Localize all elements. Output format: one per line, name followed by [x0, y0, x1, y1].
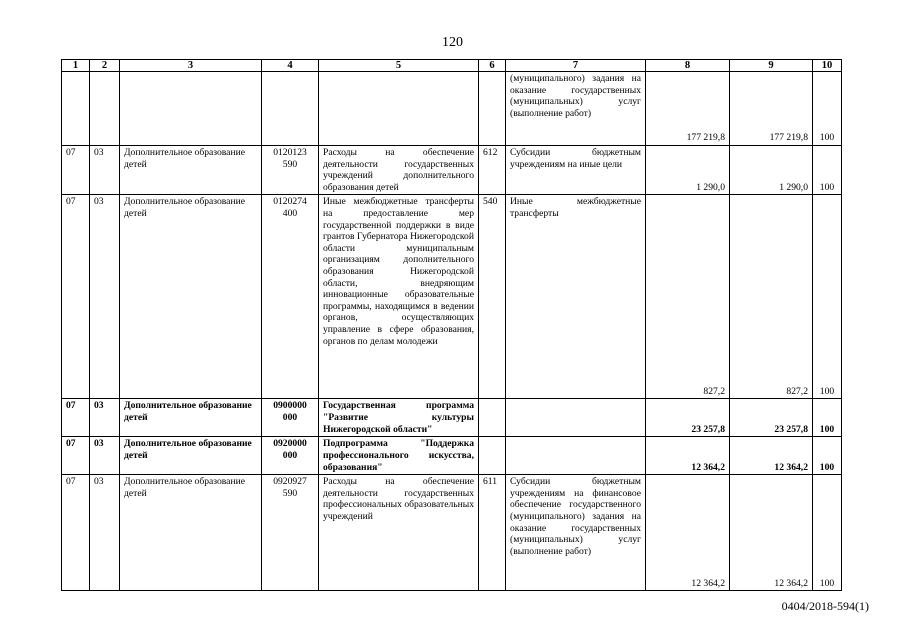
- cell-percent: 100: [813, 146, 842, 195]
- cell-planned: 12 364,2: [646, 437, 730, 475]
- cell-target-name: Подпрограмма "Поддержка профессионального искусства, образования": [319, 437, 479, 475]
- cell-section: 07: [62, 475, 90, 591]
- cell-target-name: Расходы на обеспечение деятельности государственных профессиональных образовательных учреждений: [319, 475, 479, 591]
- header-col-1: 1: [62, 60, 90, 72]
- cell-target-code: 0120274 400: [262, 195, 319, 399]
- cell-percent: 100: [813, 437, 842, 475]
- table-row: [62, 437, 842, 475]
- table-row: [62, 475, 842, 591]
- header-col-6: 6: [479, 60, 506, 72]
- header-col-2: 2: [90, 60, 120, 72]
- cell-percent: 100: [813, 195, 842, 399]
- cell-section: [62, 72, 90, 146]
- header-col-4: 4: [262, 60, 319, 72]
- page-number: 120: [442, 35, 463, 50]
- cell-executed: 23 257,8: [730, 399, 813, 437]
- cell-expense-type-name: [506, 437, 646, 475]
- cell-target-code: 0920000 000: [262, 437, 319, 475]
- cell-section: 07: [62, 195, 90, 399]
- cell-target-code: 0900000 000: [262, 399, 319, 437]
- cell-subsection: [90, 72, 120, 146]
- cell-planned: 12 364,2: [646, 475, 730, 591]
- cell-subsection: 03: [90, 437, 120, 475]
- cell-percent: 100: [813, 475, 842, 591]
- cell-planned: 177 219,8: [646, 72, 730, 146]
- header-col-8: 8: [646, 60, 730, 72]
- cell-expense-type: 612: [479, 146, 506, 195]
- cell-section-name: Дополнительное образование детей: [120, 437, 262, 475]
- cell-expense-type-name: Иные межбюджетные трансферты: [506, 195, 646, 399]
- cell-target-code: 0920927 590: [262, 475, 319, 591]
- cell-expense-type: [479, 72, 506, 146]
- table-row: [62, 72, 842, 146]
- cell-executed: 1 290,0: [730, 146, 813, 195]
- cell-target-name: Государственная программа "Развитие культуры Нижегородской области": [319, 399, 479, 437]
- header-col-3: 3: [120, 60, 262, 72]
- cell-expense-type-name: Субсидии бюджетным учреждениям на иные цели: [506, 146, 646, 195]
- cell-expense-type-name: Субсидии бюджетным учреждениям на финансовое обеспечение государственного (муниципального) задания на оказание государственных (муниципальных) услуг (выполнение работ): [506, 475, 646, 591]
- cell-section: 07: [62, 146, 90, 195]
- cell-expense-type: 611: [479, 475, 506, 591]
- header-row: [62, 60, 842, 72]
- cell-subsection: 03: [90, 475, 120, 591]
- cell-executed: 177 219,8: [730, 72, 813, 146]
- cell-subsection: 03: [90, 146, 120, 195]
- cell-subsection: 03: [90, 399, 120, 437]
- cell-section-name: [120, 72, 262, 146]
- header-col-9: 9: [730, 60, 813, 72]
- cell-target-name: [319, 72, 479, 146]
- cell-executed: 12 364,2: [730, 437, 813, 475]
- table-row: [62, 399, 842, 437]
- cell-expense-type: [479, 437, 506, 475]
- cell-section-name: Дополнительное образование детей: [120, 146, 262, 195]
- cell-target-name: Иные межбюджетные трансферты на предоставление мер государственной поддержки в виде грантов Губернатора Нижегородской области муниципальным организациям дополнительного образования Нижегородской области, внедряющим инновационные образовательные программы, находящимся в ведении органов, осуществляющих управление в сфере образования, органов по делам молодежи: [319, 195, 479, 399]
- cell-expense-type-name: [506, 399, 646, 437]
- cell-section-name: Дополнительное образование детей: [120, 195, 262, 399]
- cell-section-name: Дополнительное образование детей: [120, 399, 262, 437]
- table-row: [62, 195, 842, 399]
- cell-subsection: 03: [90, 195, 120, 399]
- cell-section-name: Дополнительное образование детей: [120, 475, 262, 591]
- cell-planned: 1 290,0: [646, 146, 730, 195]
- cell-percent: 100: [813, 72, 842, 146]
- cell-target-code: 0120123 590: [262, 146, 319, 195]
- cell-executed: 827,2: [730, 195, 813, 399]
- cell-expense-type: [479, 399, 506, 437]
- cell-expense-type: 540: [479, 195, 506, 399]
- cell-target-name: Расходы на обеспечение деятельности государственных учреждений дополнительного образования детей: [319, 146, 479, 195]
- cell-percent: 100: [813, 399, 842, 437]
- cell-target-code: [262, 72, 319, 146]
- cell-planned: 23 257,8: [646, 399, 730, 437]
- budget-table: [61, 59, 842, 591]
- cell-section: 07: [62, 437, 90, 475]
- header-col-10: 10: [813, 60, 842, 72]
- header-col-7: 7: [506, 60, 646, 72]
- cell-expense-type-name: (муниципального) задания на оказание государственных (муниципальных) услуг (выполнение работ): [506, 72, 646, 146]
- document-code: 0404/2018-594(1): [781, 599, 869, 613]
- cell-section: 07: [62, 399, 90, 437]
- cell-executed: 12 364,2: [730, 475, 813, 591]
- table-row: [62, 146, 842, 195]
- cell-planned: 827,2: [646, 195, 730, 399]
- header-col-5: 5: [319, 60, 479, 72]
